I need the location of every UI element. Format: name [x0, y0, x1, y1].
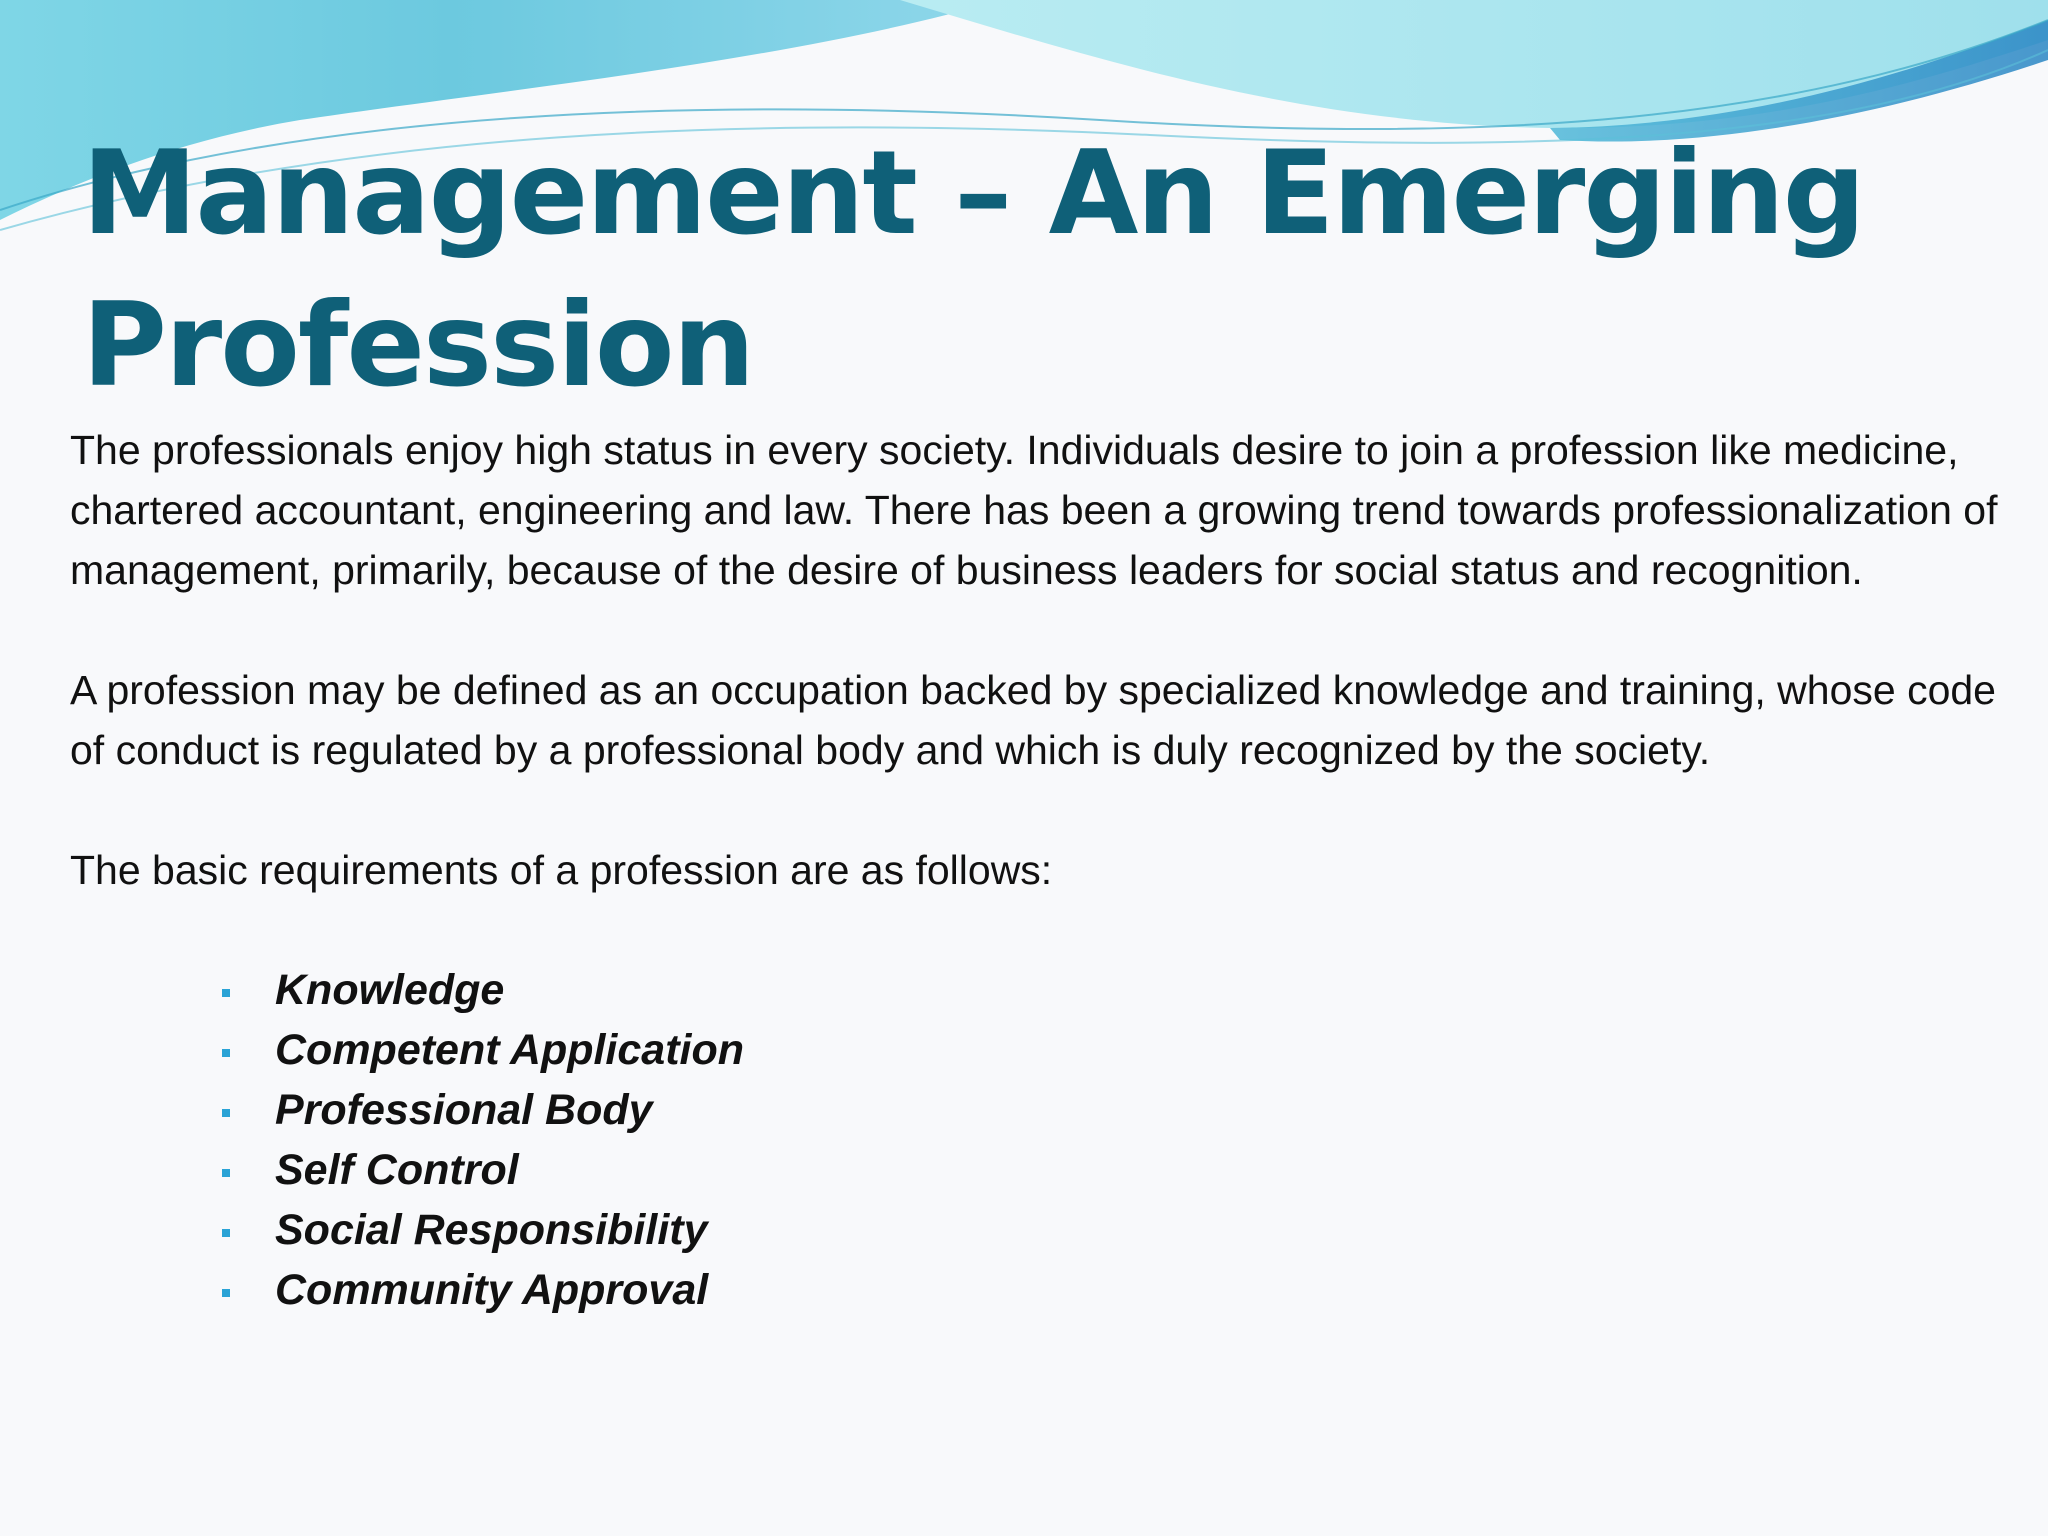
list-item [222, 1140, 2010, 1200]
list-item [222, 960, 2010, 1020]
square-bullet-icon [222, 989, 230, 997]
requirement-label: Community Approval [275, 1266, 709, 1314]
list-item [222, 1260, 2010, 1320]
list-item [222, 1020, 2010, 1080]
square-bullet-icon [222, 1049, 230, 1057]
square-bullet-icon [222, 1169, 230, 1177]
slide-title-line1: Management – An Emerging [82, 126, 1864, 261]
square-bullet-icon [222, 1109, 230, 1117]
square-bullet-icon [222, 1229, 230, 1237]
square-bullet-icon [222, 1289, 230, 1297]
requirement-label: Competent Application [275, 1026, 745, 1074]
list-item [222, 1080, 2010, 1140]
paragraph-professionals: The professionals enjoy high status in every society. Individuals desire to join a profession like medicine, chartered accountant, engineering and law. There has been a growing trend towards professionalization of management, primarily, because of the desire of business leaders for social status and recognition. [70, 427, 1998, 593]
list-item [222, 1200, 2010, 1260]
paragraph-requirements-intro: The basic requirements of a profession are as follows: [70, 847, 1053, 893]
slide-body [70, 420, 2010, 1320]
requirement-label: Social Responsibility [275, 1206, 708, 1254]
requirement-label: Knowledge [275, 966, 505, 1014]
requirement-label: Professional Body [275, 1086, 653, 1134]
slide-title-line2: Profession [82, 278, 754, 413]
paragraph-definition: A profession may be defined as an occupation backed by specialized knowledge and training, whose code of conduct is regulated by a professional body and which is duly recognized by the society. [70, 667, 1996, 773]
requirement-label: Self Control [275, 1146, 519, 1194]
slide-title [82, 118, 1882, 422]
requirements-list [70, 960, 2010, 1320]
